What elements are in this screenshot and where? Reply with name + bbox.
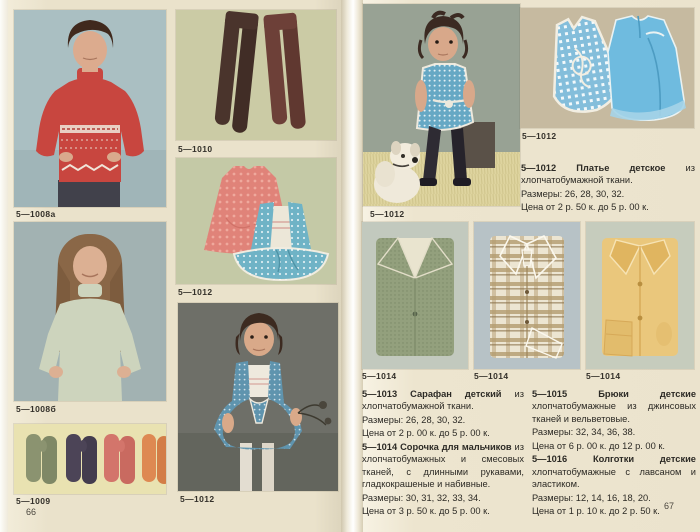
photo-caption: 5—1008а — [16, 209, 56, 219]
girl-turtleneck-illustration — [14, 222, 166, 401]
photo-caption: 5—1012 — [180, 494, 215, 504]
product-sizes: Размеры: 26, 28, 30, 32. — [521, 188, 625, 199]
product-code: 5—1015 — [532, 389, 568, 399]
product-title-line — [362, 441, 524, 491]
product-name: Колготки детские — [592, 454, 696, 465]
product-entry-5-1012 — [521, 162, 695, 215]
product-title-line — [362, 388, 524, 413]
product-sizes: Размеры: 30, 31, 32, 33, 34. — [362, 492, 481, 503]
product-code: 5—1013 — [362, 389, 398, 399]
photo-blue-dresses — [520, 8, 694, 128]
product-sizes: Размеры: 26, 28, 30, 32. — [362, 414, 466, 425]
product-code: 5—1012 — [521, 163, 557, 173]
photo-caption: 5—1012 — [522, 131, 557, 141]
product-name: Сорочка для мальчиков — [400, 441, 512, 452]
photo-caption: 5—1012 — [178, 287, 213, 297]
girl-pinafore-illustration — [178, 303, 338, 491]
shirt-green-illustration — [362, 222, 468, 369]
photo-caption: 5—1012 — [370, 209, 405, 219]
photo-dresses-pair — [176, 158, 336, 284]
product-price: Цена от 2 р. 50 к. до 5 р. 00 к. — [521, 202, 649, 213]
boy-red-sweater-illustration — [14, 10, 166, 207]
girl-sitting-illustration — [363, 4, 520, 206]
photo-tights — [176, 10, 336, 140]
scan-left-edge — [0, 0, 8, 532]
photo-caption: 5—1014 — [586, 371, 621, 381]
product-desc: из хлопчатобумажной ткани. — [521, 163, 695, 186]
product-name: Брюки детские — [598, 389, 696, 399]
product-title-line — [532, 453, 696, 490]
product-desc: хлопчатобумажные с лавсаном и эластиком. — [532, 466, 696, 490]
photo-caption: 5—1014 — [362, 371, 397, 381]
product-price: Цена от 3 р. 50 к. до 5 р. 00 к. — [362, 506, 490, 517]
product-desc: из хлопчатобумажной ткани. — [362, 389, 524, 412]
product-column-right — [532, 388, 696, 519]
product-code: 5—1016 — [532, 454, 568, 465]
product-price: Цена от 1 р. 10 к. до 2 р. 50 к. — [532, 506, 660, 517]
page-number-left: 66 — [26, 507, 37, 517]
product-price: Цена от 2 р. 00 к. до 5 р. 00 к. — [362, 428, 490, 439]
product-desc: хлопчатобумажные из джинсовых тканей и вельветовые. — [532, 401, 696, 424]
product-title-line — [521, 162, 695, 187]
photo-caption: 5—1010 — [178, 144, 213, 154]
product-column-left — [362, 388, 524, 519]
photo-shirt-green — [362, 222, 468, 369]
page-number-right: 67 — [664, 501, 675, 511]
photo-girl-sitting — [363, 4, 520, 206]
product-code: 5—1014 — [362, 441, 398, 452]
product-sizes: Размеры: 12, 14, 16, 18, 20. — [532, 492, 651, 503]
photo-shirt-yellow — [586, 222, 694, 369]
shirt-plaid-illustration — [474, 222, 580, 369]
product-price: Цена от 6 р. 00 к. до 12 р. 00 к. — [532, 440, 666, 451]
photo-boy-red-sweater — [14, 10, 166, 207]
photo-caption: 5—1014 — [474, 371, 509, 381]
tights-illustration — [176, 10, 336, 140]
photo-girl-pinafore — [178, 303, 338, 491]
product-name: Платье детское — [576, 163, 666, 173]
product-desc: из хлопчатобумажных и смесовых тканей, с длинными рукавами, гладкокрашеные и набивные. — [362, 441, 524, 490]
product-title-line — [532, 388, 696, 425]
photo-girl-turtleneck — [14, 222, 166, 401]
photo-shirt-plaid — [474, 222, 580, 369]
dresses-pair-illustration — [176, 158, 336, 284]
book-gutter — [341, 0, 363, 532]
photo-caption: 5—1009 — [16, 496, 51, 506]
product-name: Сарафан детский — [410, 389, 502, 399]
blue-dresses-illustration — [520, 8, 694, 128]
mittens-illustration — [14, 424, 166, 494]
shirt-yellow-illustration — [586, 222, 694, 369]
photo-caption: 5—1008б — [16, 404, 57, 414]
photo-mittens — [14, 424, 166, 494]
product-sizes: Размеры: 32, 34, 36, 38. — [532, 427, 636, 438]
